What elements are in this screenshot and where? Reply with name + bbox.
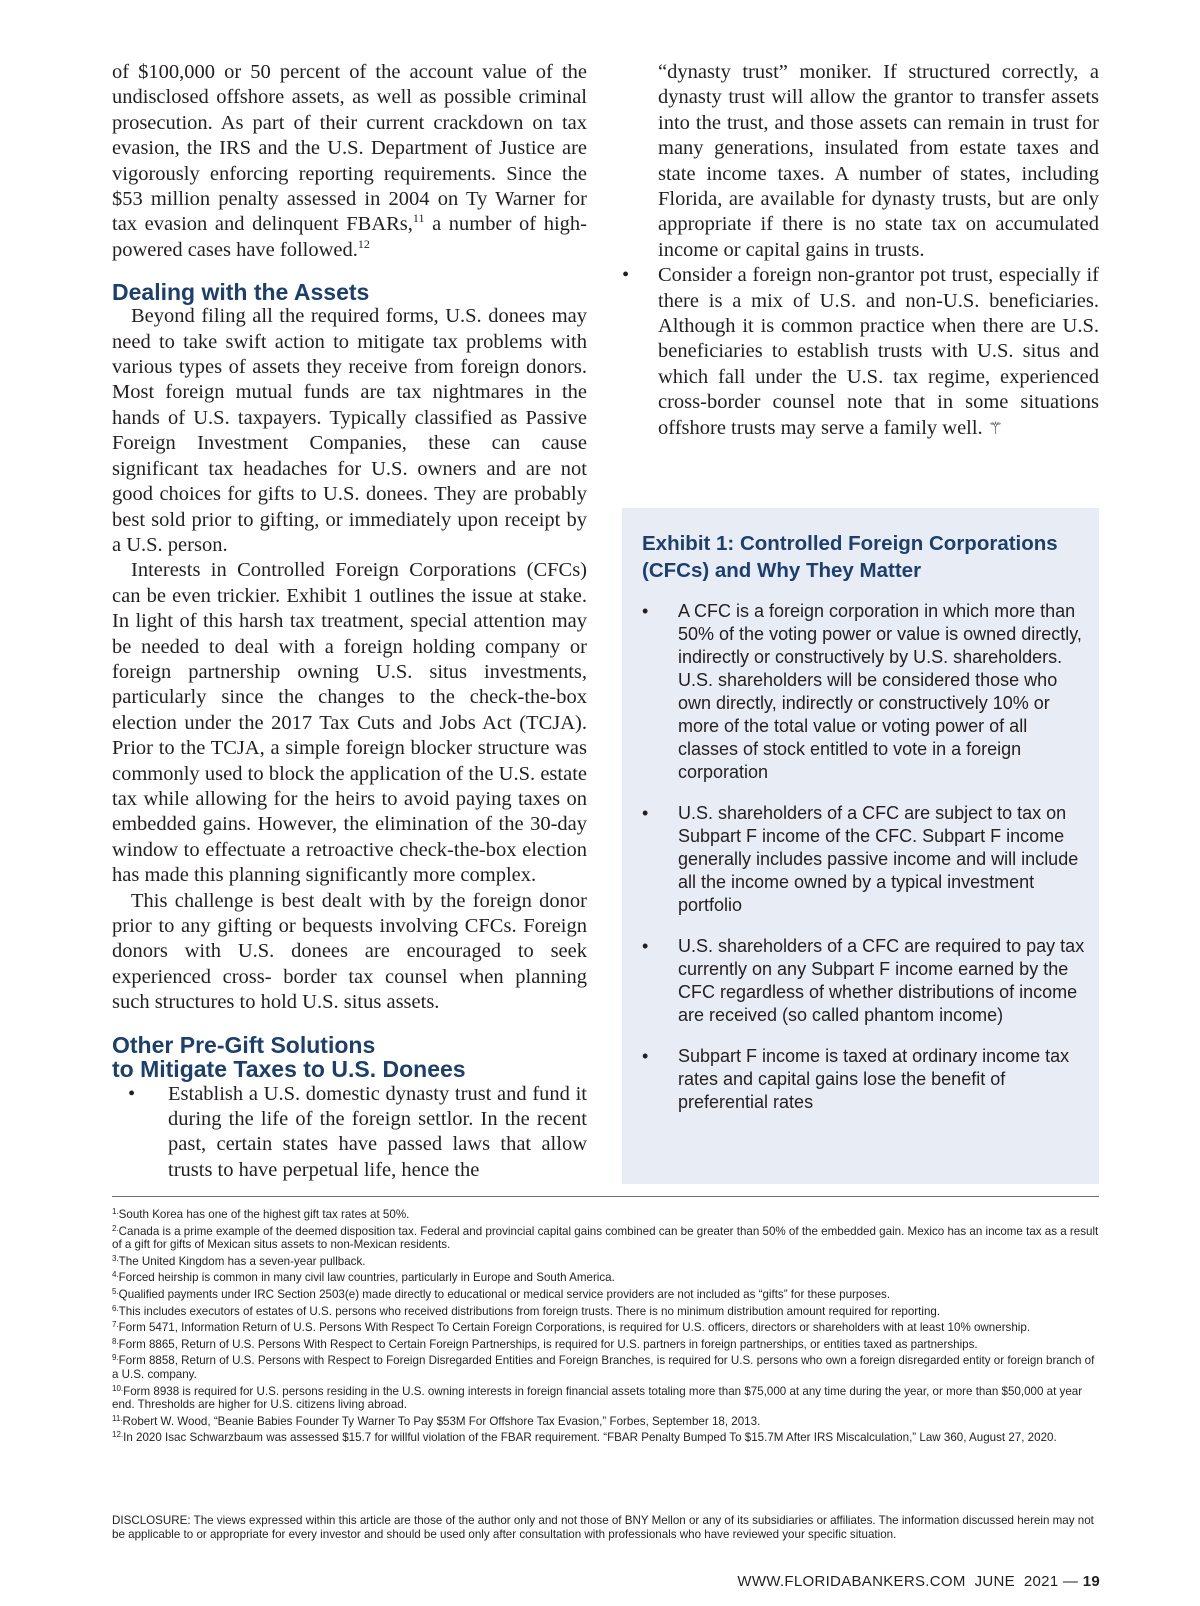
footnote-ref: 11 [412,211,425,226]
footnote [112,1321,1099,1335]
footnote-number: 11. [112,1413,123,1423]
footnote-text: Form 8938 is required for U.S. persons residing in the U.S. owning interests in foreign financial assets totaling more than $75,000 at any time during the year, or more than $50,000 at year end. Thresholds are higher for U.S. citizens living abroad. [112,1384,1083,1412]
exhibit-box [622,508,1099,1184]
exhibit-item-text: A CFC is a foreign corporation in which more than 50% of the voting power or value is owned directly, indirectly or constructively by U.S. shareholders. U.S. shareholders will be considered those who own directly, indirectly or constructively 10% or more of the total value or voting power of all classes of stock entitled to vote in a foreign corporation [678,601,1082,782]
footnote-text: South Korea has one of the highest gift tax rates at 50%. [118,1208,410,1221]
footnote-number: 6. [112,1303,119,1313]
footnote-number: 10. [112,1383,124,1393]
paragraph-continued [112,60,587,263]
bullet-icon: • [642,601,649,621]
heading-line: Other Pre-Gift Solutions [112,1031,376,1058]
bullet-icon: • [642,803,649,823]
footnote-text: Qualified payments under IRC Section 2503(e) made directly to educational or medical service providers are not included as “gifts” for these purposes. [118,1287,891,1301]
paragraph: Beyond filing all the required forms, U.S. donees may need to take swift action to mitigate tax problems with various types of assets they receive from foreign donors. Most foreign mutual funds are tax nightmares in the hands of U.S. taxpayers. Typically classified as Passive Foreign Investment Companies, these can cause significant tax headaches for U.S. owners and are not good choices for gifts to U.S. donees. They are probably best sold prior to gifting, or immediately upon receipt by a U.S. person. [112,305,587,556]
exhibit-list [642,600,1090,1132]
footnote-number: 2. [112,1223,119,1233]
exhibit-list-item [642,1045,1090,1114]
footnote-number: 8. [112,1336,119,1346]
exhibit-list-item [642,802,1090,917]
footnote [112,1338,1099,1352]
footnote-text: Canada is a prime example of the deemed disposition tax. Federal and provincial capital gains combined can be greater than 50% of the embedded gain. Mexico has an income tax as a result of a gift for gifts of Mexican situs assets to non-Mexican residents. [112,1224,1099,1252]
bullet-icon: • [622,264,630,287]
list-item-text: Consider a foreign non-grantor pot trust, especially if there is a mix of U.S. and non-U.S. beneficiaries. Although it is common practice when there are U.S. beneficiaries to establish trusts with U.S. situs and which fall under the U.S. tax regime, experienced cross-border counsel note that in some situations offshore trusts may serve a family well. [658,264,1099,439]
exhibit-item-text: U.S. shareholders of a CFC are required to pay tax currently on any Subpart F income earned by the CFC regardless of whether distributions of income are received (so called phantom income) [678,936,1085,1025]
footnote [112,1385,1099,1412]
footnote [112,1225,1099,1252]
footnote [112,1271,1099,1285]
footnote [112,1431,1099,1445]
footnote-number: 12. [112,1430,124,1440]
section-heading-dealing-with-assets: Dealing with the Assets [112,279,370,306]
footnote-number: 7. [112,1320,119,1330]
footnote-text: Form 5471, Information Return of U.S. Persons With Respect To Certain Foreign Corporations, is required for U.S. officers, directors or shareholders with at least 10% ownership. [118,1321,1031,1335]
list-item [112,1082,587,1184]
footnote-text: Robert W. Wood, “Beanie Babies Founder Ty Warner To Pay $53M For Offshore Tax Evasion,” Forbes, September 18, 2013. [122,1414,761,1428]
end-mark-icon: ⚚ [987,418,1004,438]
page-footer [737,1573,1100,1590]
footnote-number: 9. [112,1353,119,1363]
list-item-text: Establish a U.S. domestic dynasty trust and fund it during the life of the foreign settlor. In the recent past, certain states have passed laws that allow trusts to have perpetual life, hence the [168,1082,587,1181]
footnote [112,1255,1099,1269]
list-item-text: “dynasty trust” moniker. If structured correctly, a dynasty trust will allow the grantor to transfer assets into the trust, and those assets can remain in trust for many generations, insulated from estate taxes and state income taxes. A number of states, including Florida, are available for dynasty trusts, but are only appropriate if there is no state tax on accumulated income or capital gains in trusts. [658,61,1099,261]
right-column [622,60,1099,441]
footnote-text: This includes executors of estates of U.S. persons who received distributions from foreign trusts. There is no minimum distribution amount required for reporting. [118,1304,941,1318]
footnote-text: The United Kingdom has a seven-year pullback. [118,1254,366,1268]
exhibit-title: Exhibit 1: Controlled Foreign Corporations (CFCs) and Why They Matter [642,532,1058,582]
exhibit-list-item [642,935,1090,1027]
footnote-number: 1. [112,1207,119,1216]
section-heading-pre-gift-solutions [112,1033,587,1081]
list-item-continued [622,60,1099,263]
footnotes [112,1208,1099,1448]
exhibit-item-text: U.S. shareholders of a CFC are subject to tax on Subpart F income of the CFC. Subpart F income generally includes passive income and will include all the income owned by a typical investment portfolio [678,803,1079,915]
exhibit-list-item [642,600,1090,784]
exhibit-item-text: Subpart F income is taxed at ordinary income tax rates and capital gains lose the benefit of preferential rates [678,1046,1070,1112]
footnote [112,1305,1099,1319]
footnote-text: Forced heirship is common in many civil law countries, particularly in Europe and South America. [118,1271,615,1285]
footnote-number: 5. [112,1286,119,1296]
bullet-icon: • [128,1082,136,1105]
paragraph: Interests in Controlled Foreign Corporations (CFCs) can be even trickier. Exhibit 1 outlines the issue at stake. In light of this harsh tax treatment, special attention may be needed to deal with a foreign holding company or foreign partnership owning U.S. situs investments, particularly since the changes to the check-the-box election under the 2017 Tax Cuts and Jobs Act (TCJA). Prior to the TCJA, a simple foreign blocker structure was commonly used to block the application of the U.S. estate tax while allowing for the heirs to avoid paying taxes on embedded gains. However, the elimination of the 30-day window to effectuate a retroactive check-the-box election has made this planning significantly more complex. [112,559,587,887]
paragraph-text: a number of high-powered cases have followed. [112,213,587,261]
footnote [112,1415,1099,1429]
page-number: 19 [1082,1573,1100,1590]
footnote [112,1288,1099,1302]
left-column [112,60,587,1183]
heading-line: to Mitigate Taxes to U.S. Donees [112,1055,466,1082]
list-item [622,263,1099,441]
footnote-text: Form 8865, Return of U.S. Persons With Respect to Certain Foreign Partnerships, is required for U.S. partners in foreign partnerships, or entities taxed as partnerships. [118,1337,978,1351]
footnote-number: 3. [112,1253,119,1263]
footer-text: WWW.FLORIDABANKERS.COM JUNE 2021 — [737,1573,1083,1590]
bullet-icon: • [642,1046,649,1066]
footnote-ref: 12 [357,237,370,252]
paragraph: This challenge is best dealt with by the foreign donor prior to any gifting or bequests involving CFCs. Foreign donors with U.S. donees are encouraged to seek experienced cross- border tax counsel when planning such structures to hold U.S. situs assets. [112,889,587,1014]
footnote-divider [112,1196,1099,1197]
paragraph-text: of $100,000 or 50 percent of the account value of the undisclosed offshore assets, as well as possible criminal prosecution. As part of their current crackdown on tax evasion, the IRS and the U.S. Department of Justice are vigorously enforcing reporting requirements. Since the $53 million penalty assessed in 2004 on Ty Warner for tax evasion and delinquent FBARs, [112,61,587,236]
disclosure: DISCLOSURE: The views expressed within this article are those of the author only and not those of BNY Mellon or any of its subsidiaries or affiliates. The information discussed herein may not be applicable to or appropriate for every investor and should be used only after consultation with professionals who have reviewed your specific situation. [112,1514,1094,1541]
footnote [112,1354,1099,1381]
footnote [112,1208,1099,1222]
footnote-text: In 2020 Isac Schwarzbaum was assessed $15.7 for willful violation of the FBAR requirement. “FBAR Penalty Bumped To $15.7M After IRS Miscalculation,” Law 360, August 27, 2020. [123,1431,1057,1445]
bullet-icon: • [642,936,649,956]
footnote-text: Form 8858, Return of U.S. Persons with Respect to Foreign Disregarded Entities and Foreign Branches, is required for U.S. persons who own a foreign disregarded entity or foreign branch of a U.S. company. [112,1354,1095,1381]
footnote-number: 4. [112,1270,119,1280]
